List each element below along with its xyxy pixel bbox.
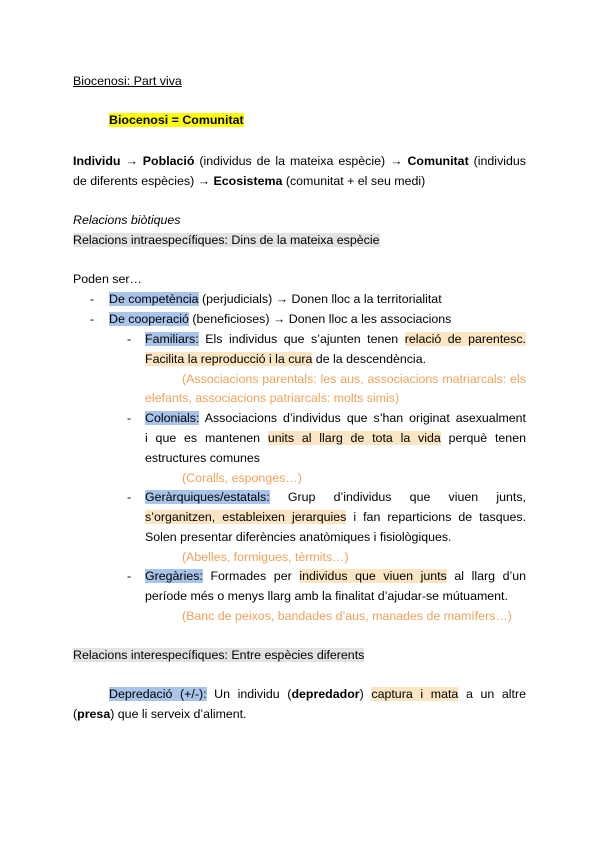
gregaries-highlight: individus que viuen junts — [299, 569, 447, 583]
definition-line — [109, 112, 244, 128]
gregaries-line-2: període més o menys llarg amb la finalitat d’ajudar-se mútuament. — [145, 589, 508, 603]
depredacio-highlight: captura i mata — [371, 687, 459, 701]
definition-highlight: Biocenosi = Comunitat — [109, 113, 244, 127]
arrow-text: → — [120, 154, 143, 168]
familiars-highlight-2: Facilita la reproducció i la cura — [145, 352, 313, 366]
competencia-line — [109, 291, 442, 307]
colonials-text-2: i que es mantenen — [145, 431, 268, 445]
depredacio-line-2 — [73, 706, 247, 722]
competencia-result: → Donen lloc a la territorialitat — [272, 292, 442, 306]
bullet-dash: - — [90, 292, 95, 306]
colonials-line-2 — [145, 430, 526, 446]
colonials-line-1 — [145, 410, 526, 426]
familiars-label: Familiars: — [145, 332, 199, 346]
gerarquiques-label: Geràrquiques/estatals: — [145, 490, 270, 504]
term-ecosistema: Ecosistema — [213, 174, 283, 188]
gerarquiques-text-2: i fan reparticions de tasques. — [346, 510, 527, 524]
depredacio-text-4: ) que li serveix d’aliment. — [110, 707, 247, 721]
ecosistema-desc: (comunitat + el seu medi) — [282, 174, 426, 188]
familiars-text-2: de la descendència. — [312, 352, 427, 366]
gerarquiques-line-3: Solen presentar diferències anatòmiques i fisiològiques. — [145, 530, 452, 544]
colonials-label: Colonials: — [145, 411, 200, 425]
colonials-text-3: perquè tenen — [440, 431, 526, 445]
intra-heading-line — [73, 232, 380, 248]
document-title: Biocenosi: Part viva — [73, 74, 182, 88]
bullet-dash: - — [90, 312, 95, 326]
cooperacio-qualifier: (beneficioses) — [188, 312, 270, 326]
familiars-line-1 — [145, 331, 526, 347]
gregaries-text: Formades per — [202, 569, 300, 583]
depredacio-paren-open: ( — [73, 707, 78, 721]
gerarquiques-example: (Abelles, formigues, tèrmits…) — [182, 550, 349, 564]
competencia-label: De competència — [109, 292, 199, 306]
depredacio-label: Depredació (+/-): — [109, 687, 207, 701]
familiars-text: Els individus que s’ajunten tenen — [198, 332, 405, 346]
depredacio-text: Un individu ( — [206, 687, 292, 701]
familiars-example-1: (Associacions parentals: les aus, associacions matriarcals: els — [182, 372, 526, 386]
colonials-highlight: units al llarg de tota la vida — [267, 431, 441, 445]
comunitat-desc-end: de diferents espècies) → — [73, 174, 214, 188]
term-individu: Individu — [73, 154, 121, 168]
depredacio-depredador: depredador — [291, 687, 360, 701]
colonials-text: Associacions d’individus que s’han originat asexualment — [199, 411, 526, 425]
gregaries-text-2: al llarg d’un — [446, 569, 527, 583]
competencia-qualifier: (perjudicials) — [198, 292, 273, 306]
poblacio-desc: (individus de la mateixa espècie) → — [194, 154, 408, 168]
bullet-dash: - — [127, 332, 132, 346]
bullet-dash: - — [127, 569, 132, 583]
gerarquiques-text: Grup d’individus que viuen junts, — [269, 490, 526, 504]
gerarquiques-line-1 — [145, 489, 526, 505]
depredacio-line-1 — [109, 686, 526, 702]
inter-heading-line — [73, 647, 364, 663]
hierarchy-line-2 — [73, 173, 425, 189]
gregaries-line-1 — [145, 568, 526, 584]
depredacio-text-2: ) — [359, 687, 372, 701]
biotic-heading: Relacions biòtiques — [73, 213, 181, 227]
intra-heading: Relacions intraespecífiques: Dins de la mateixa espècie — [73, 233, 380, 247]
term-poblacio: Població — [142, 154, 195, 168]
gregaries-label: Gregàries: — [145, 569, 203, 583]
bullet-dash: - — [127, 411, 132, 425]
term-comunitat: Comunitat — [407, 154, 469, 168]
inter-heading: Relacions interespecífiques: Entre espècies diferents — [73, 648, 365, 662]
gregaries-example: (Banc de peixos, bandades d’aus, manades de mamífers…) — [182, 609, 512, 623]
depredacio-text-3: a un altre — [458, 687, 527, 701]
familiars-line-2 — [145, 351, 426, 367]
cooperacio-result: → Donen lloc a les associacions — [269, 312, 452, 326]
familiars-highlight: relació de parentesc. — [404, 332, 526, 346]
familiars-example-2: elefants, associacions patriarcals: molts simis) — [145, 391, 400, 405]
bullet-dash: - — [127, 490, 132, 504]
gerarquiques-line-2 — [145, 509, 526, 525]
poden-ser: Poden ser… — [73, 272, 142, 286]
gerarquiques-highlight: s’organitzen, estableixen jerarquies — [145, 510, 347, 524]
comunitat-desc-start: (individus — [468, 154, 526, 168]
cooperacio-line — [109, 311, 451, 327]
depredacio-presa: presa — [77, 707, 111, 721]
colonials-example: (Coralls, esponges…) — [182, 471, 302, 485]
colonials-line-3: estructures comunes — [145, 451, 261, 465]
cooperacio-label: De cooperació — [109, 312, 189, 326]
hierarchy-line-1 — [73, 153, 526, 169]
